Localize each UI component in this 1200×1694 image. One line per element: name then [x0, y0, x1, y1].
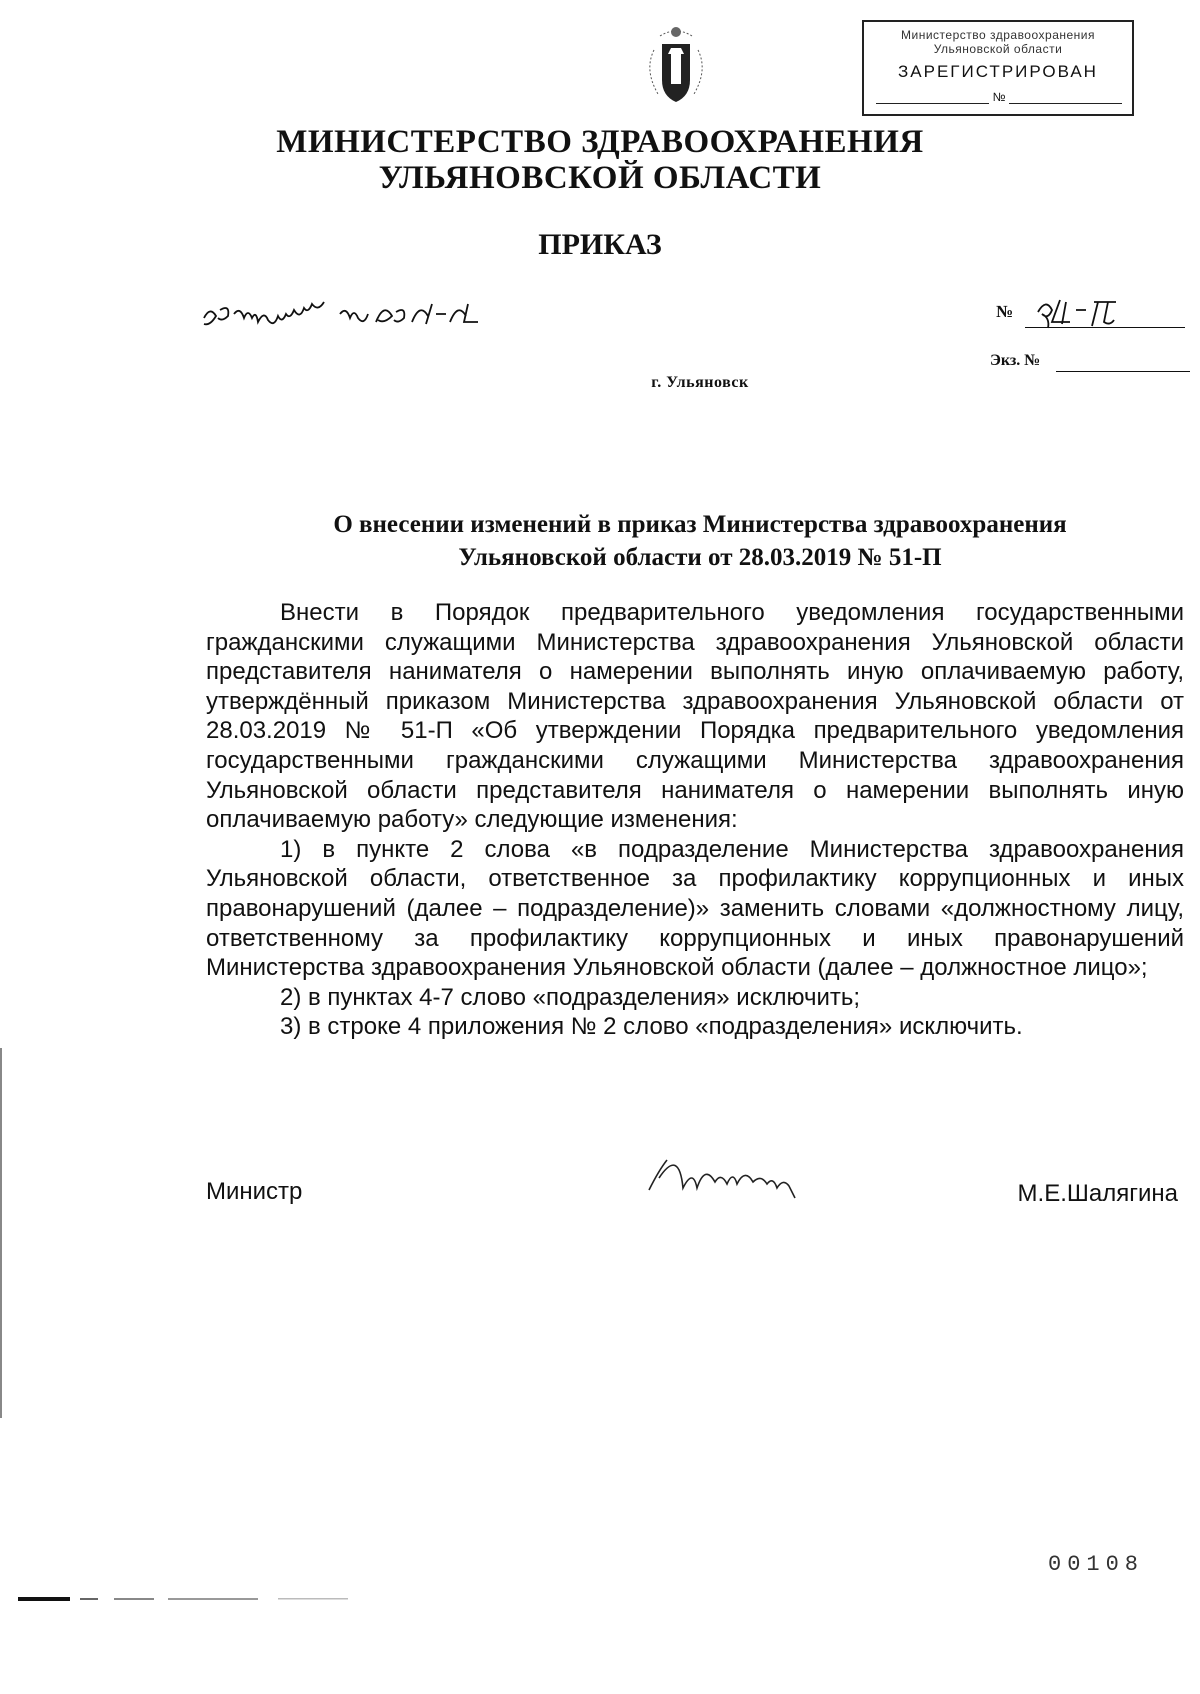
- handwritten-signature: [645, 1150, 845, 1210]
- copy-number-label: Экз. №: [990, 352, 1041, 369]
- order-subject: [200, 508, 1200, 574]
- page-number: 00108: [1048, 1552, 1145, 1577]
- body-paragraph: 3) в строке 4 приложения № 2 слово «подразделения» исключить.: [280, 1013, 1023, 1041]
- handwritten-date: [200, 292, 490, 332]
- signatory-name: М.Е.Шалягина: [1017, 1180, 1178, 1207]
- ministry-name-line1: МИНИСТЕРСТВО ЗДРАВООХРАНЕНИЯ: [276, 124, 924, 160]
- scan-edge-artifact: [0, 1048, 2, 1418]
- handwritten-order-number: [1032, 292, 1132, 332]
- order-body: [206, 598, 1184, 1042]
- body-paragraph: 2) в пунктах 4-7 слово «подразделения» исключить;: [280, 983, 861, 1011]
- coat-of-arms-emblem: [640, 20, 712, 112]
- scan-artifact: [18, 1596, 408, 1602]
- stamp-number-mark: №: [992, 90, 1006, 104]
- stamp-region-line: Ульяновской области: [933, 42, 1063, 56]
- subject-line2: Ульяновской области от 28.03.2019 № 51-П: [458, 544, 942, 571]
- stamp-number-field: [876, 88, 1122, 104]
- signatory-title: Министр: [206, 1178, 303, 1205]
- order-number-label: №: [996, 302, 1014, 321]
- document-type-title: ПРИКАЗ: [538, 228, 662, 261]
- stamp-registered-label: ЗАРЕГИСТРИРОВАН: [898, 62, 1098, 81]
- body-paragraph: 1) в пункте 2 слова «в подразделение Министерства здравоохранения Ульяновской области, ответственное за профилактику коррупционных и иных правонарушений (далее – подразделение)» заменить словами «должностному лицу, ответственному за профилактику коррупционных и иных правонарушений Министерства здравоохранения Ульяновской области (далее – должностное лицо»;: [206, 835, 1184, 982]
- subject-line1: О внесении изменений в приказ Министерства здравоохранения: [333, 511, 1067, 538]
- city-label: г. Ульяновск: [651, 374, 749, 391]
- copy-number-line: [1056, 371, 1190, 372]
- body-paragraph: Внести в Порядок предварительного уведомления государственными гражданскими служащими Министерства здравоохранения Ульяновской области представителя нанимателя о намерении выполнять иную оплачиваемую работу, утверждённый приказом Министерства здравоохранения Ульяновской области от 28.03.2019 № 51-П «Об утверждении Порядка предварительного уведомления государственными гражданскими служащими Министерства здравоохранения Ульяновской области представителя нанимателя о намерении выполнять иную оплачиваемую работу» следующие изменения:: [206, 599, 1184, 834]
- registration-stamp: [862, 20, 1134, 116]
- ministry-name-line2: УЛЬЯНОВСКОЙ ОБЛАСТИ: [378, 160, 822, 196]
- stamp-ministry-line: Министерство здравоохранения: [901, 28, 1095, 42]
